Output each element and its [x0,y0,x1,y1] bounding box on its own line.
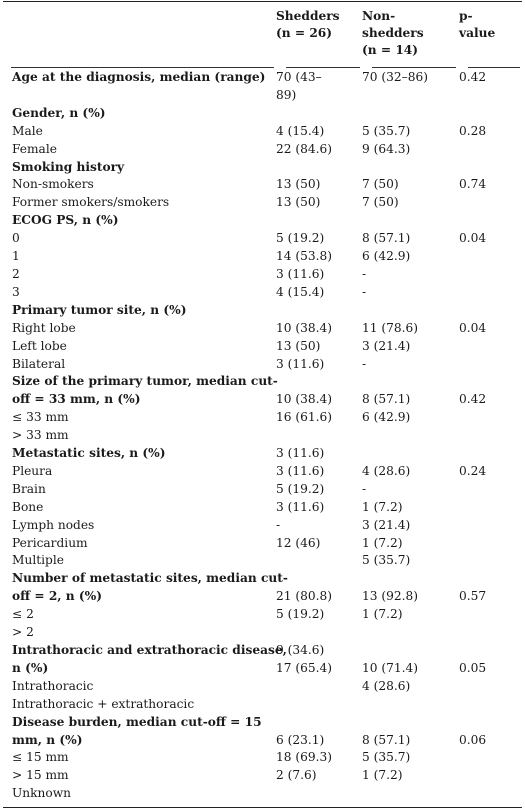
p-value [459,714,522,732]
shedders-value [276,624,362,642]
table-header [3,2,522,64]
shedders-value: 3 (11.6) [276,446,325,461]
p-value [459,785,522,803]
non-shedders-value: 13 (92.8) [362,589,419,604]
row-label: > 2 [12,625,34,640]
non-shedders-value [362,373,459,391]
row-label: ≤ 2 [12,607,34,622]
shedders-value [276,105,362,123]
row-label: Primary tumor site, n (%) [12,302,187,317]
row-label: Intrathoracic + extrathoracic [12,696,195,711]
p-value [459,284,522,302]
non-shedders-value [362,714,459,732]
shedders-value: 5 (19.2) [276,231,325,246]
p-value [459,570,522,588]
table-row [3,785,522,803]
shedders-value: 3 (11.6) [276,499,325,514]
shedders-value: 3 (11.6) [276,463,325,478]
table-row [3,624,522,642]
row-label: 1 [12,249,20,264]
shedders-value [276,302,362,320]
shedders-value: 16 (61.6) [276,410,333,425]
header-underline-3 [372,67,456,68]
table-row [3,194,522,212]
p-value: 0.42 [459,70,487,84]
row-label: Age at the diagnosis, median (range) [12,70,266,84]
p-value: 0.57 [459,589,487,604]
p-value [459,678,522,696]
row-label: Unknown [12,786,71,801]
table-row [3,212,522,230]
shedders-value [276,785,362,803]
table-row [3,642,522,660]
table-row [3,660,522,678]
shedders-value [276,570,362,588]
table-row [3,606,522,624]
non-shedders-value [362,105,459,123]
p-value [459,696,522,714]
table-row [3,69,522,105]
row-label: Pericardium [12,535,88,550]
shedders-value [276,159,362,177]
header-underline-2 [286,67,360,68]
non-shedders-value: 1 (7.2) [362,535,403,550]
row-label: Size of the primary tumor, median cut- [12,374,278,389]
non-shedders-value: 1 (7.2) [362,499,403,514]
non-shedders-value: - [362,481,367,496]
non-shedders-value [362,785,459,803]
shedders-value [276,552,362,570]
table-row [3,481,522,499]
shedders-value: 5 (19.2) [276,481,325,496]
shedders-value [276,696,362,714]
table-row [3,373,522,391]
shedders-value: 9 (34.6) [276,643,325,657]
row-label: Intrathoracic and extrathoracic disease, [12,643,287,657]
shedders-value [276,714,362,732]
table-row [3,248,522,266]
p-value [459,141,522,159]
shedders-value: 10 (38.4) [276,320,333,335]
table-row [3,517,522,535]
non-shedders-value: 8 (57.1) [362,231,411,246]
row-label: 2 [12,266,20,281]
row-label: Metastatic sites, n (%) [12,446,166,461]
shedders-value: 13 (50) [276,177,321,192]
table-row [3,176,522,194]
shedders-value: 2 (7.6) [276,768,317,783]
non-shedders-value: 7 (50) [362,177,399,192]
row-label: Non-smokers [12,177,94,192]
row-label: n (%) [12,660,49,675]
shedders-value: 4 (15.4) [276,284,325,299]
non-shedders-value: 4 (28.6) [362,463,411,478]
p-value [459,373,522,391]
row-label: Disease burden, median cut-off = 15 [12,714,262,729]
shedders-value: 13 (50) [276,338,321,353]
non-shedders-value [362,445,459,463]
non-shedders-value: 11 (78.6) [362,320,419,335]
row-label: Right lobe [12,320,76,335]
row-label: off = 33 mm, n (%) [12,392,141,407]
non-shedders-value: 10 (71.4) [362,660,419,675]
table-body [3,69,522,803]
p-value: 0.42 [459,392,487,407]
table-row [3,463,522,481]
row-label: Number of metastatic sites, median cut- [12,571,288,586]
table-row [3,696,522,714]
p-value: 0.28 [459,123,487,138]
p-value: 0.24 [459,463,487,478]
non-shedders-value [362,212,459,230]
p-value [459,248,522,266]
p-value [459,159,522,177]
table-row [3,749,522,767]
p-value [459,749,522,767]
table-row [3,427,522,445]
p-value [459,427,522,445]
row-label: Former smokers/smokers [12,195,170,210]
table-row [3,570,522,588]
header-p-value: p- value [459,9,496,40]
shedders-value: 10 (38.4) [276,392,333,407]
row-label: Pleura [12,463,53,478]
row-label: Gender, n (%) [12,105,106,120]
non-shedders-value [362,302,459,320]
p-value [459,517,522,535]
table-row [3,714,522,732]
non-shedders-value: 8 (57.1) [362,732,411,747]
shedders-value: 70 (43–89) [276,70,322,102]
table-row [3,356,522,374]
row-label: mm, n (%) [12,732,83,747]
shedders-value [276,427,362,445]
table-row [3,391,522,409]
p-value [459,606,522,624]
table-row [3,302,522,320]
non-shedders-value: 9 (64.3) [362,141,411,156]
shedders-value: 22 (84.6) [276,141,333,156]
shedders-value: 12 (46) [276,535,321,550]
non-shedders-value: 1 (7.2) [362,768,403,783]
table-row [3,338,522,356]
row-label: 0 [12,231,20,246]
p-value: 0.04 [459,320,487,335]
p-value: 0.04 [459,231,487,246]
non-shedders-value [362,159,459,177]
p-value [459,356,522,374]
header-underline-4 [468,67,520,68]
p-value [459,535,522,553]
table-row [3,588,522,606]
p-value [459,105,522,123]
row-label: > 15 mm [12,768,69,783]
table-row [3,141,522,159]
shedders-value: 6 (23.1) [276,732,325,747]
table-row [3,159,522,177]
non-shedders-value: 8 (57.1) [362,392,411,407]
non-shedders-value: 4 (28.6) [362,678,411,693]
table-row [3,409,522,427]
header-shedders: Shedders (n = 26) [276,9,340,40]
shedders-value: - [276,517,281,532]
header-underline-1 [11,67,274,68]
non-shedders-value: 5 (35.7) [362,123,411,138]
p-value [459,642,522,660]
table-row [3,445,522,463]
table-row [3,320,522,338]
row-label: Bone [12,499,44,514]
row-label: Male [12,123,43,138]
p-value [459,481,522,499]
table-row [3,499,522,517]
p-value [459,338,522,356]
table-row [3,105,522,123]
non-shedders-value: - [362,356,367,371]
header-non-shedders: Non- shedders (n = 14) [362,9,424,57]
table-row [3,266,522,284]
non-shedders-value: 6 (42.9) [362,410,411,425]
row-label: Bilateral [12,356,66,371]
p-value [459,499,522,517]
p-value [459,302,522,320]
non-shedders-value: 5 (35.7) [362,750,411,765]
p-value [459,445,522,463]
row-label: ≤ 33 mm [12,410,69,425]
table-row [3,284,522,302]
row-label: Female [12,141,57,156]
non-shedders-value: 1 (7.2) [362,607,403,622]
p-value [459,212,522,230]
p-value [459,194,522,212]
row-label: off = 2, n (%) [12,589,103,604]
non-shedders-value [362,427,459,445]
non-shedders-value: - [362,284,367,299]
non-shedders-value [362,642,459,660]
shedders-value: 17 (65.4) [276,660,333,675]
non-shedders-value: 7 (50) [362,195,399,210]
header-label-cell [3,2,276,64]
row-label: 3 [12,284,20,299]
non-shedders-value: 3 (21.4) [362,517,411,532]
shedders-value [276,212,362,230]
shedders-value: 5 (19.2) [276,607,325,622]
row-label: ECOG PS, n (%) [12,213,119,228]
non-shedders-value: 6 (42.9) [362,249,411,264]
p-value: 0.06 [459,732,487,747]
table-row [3,552,522,570]
row-label: Brain [12,481,46,496]
p-value: 0.74 [459,177,487,192]
shedders-value: 4 (15.4) [276,123,325,138]
shedders-value: 21 (80.8) [276,589,333,604]
row-label: Intrathoracic [12,678,94,693]
non-shedders-value: 5 (35.7) [362,553,411,568]
non-shedders-value: 3 (21.4) [362,338,411,353]
row-label: Lymph nodes [12,517,95,532]
row-label: Left lobe [12,338,67,353]
non-shedders-value [362,696,459,714]
table-row [3,678,522,696]
shedders-value [276,373,362,391]
non-shedders-value [362,624,459,642]
non-shedders-value: - [362,266,367,281]
row-label: Multiple [12,553,64,568]
shedders-value [276,678,362,696]
shedders-value: 3 (11.6) [276,266,325,281]
data-table [3,1,522,808]
shedders-value: 13 (50) [276,195,321,210]
non-shedders-value: 70 (32–86) [362,70,429,84]
table-row [3,123,522,141]
row-label: > 33 mm [12,428,69,443]
row-label: ≤ 15 mm [12,750,69,765]
table-row [3,732,522,750]
row-label: Smoking history [12,159,125,174]
p-value [459,767,522,785]
shedders-value: 14 (53.8) [276,249,333,264]
p-value [459,624,522,642]
non-shedders-value [362,570,459,588]
p-value [459,552,522,570]
table-row [3,767,522,785]
table-row [3,230,522,248]
shedders-value: 18 (69.3) [276,750,333,765]
shedders-value: 3 (11.6) [276,356,325,371]
p-value [459,266,522,284]
table-row [3,535,522,553]
p-value: 0.05 [459,660,487,675]
p-value [459,409,522,427]
